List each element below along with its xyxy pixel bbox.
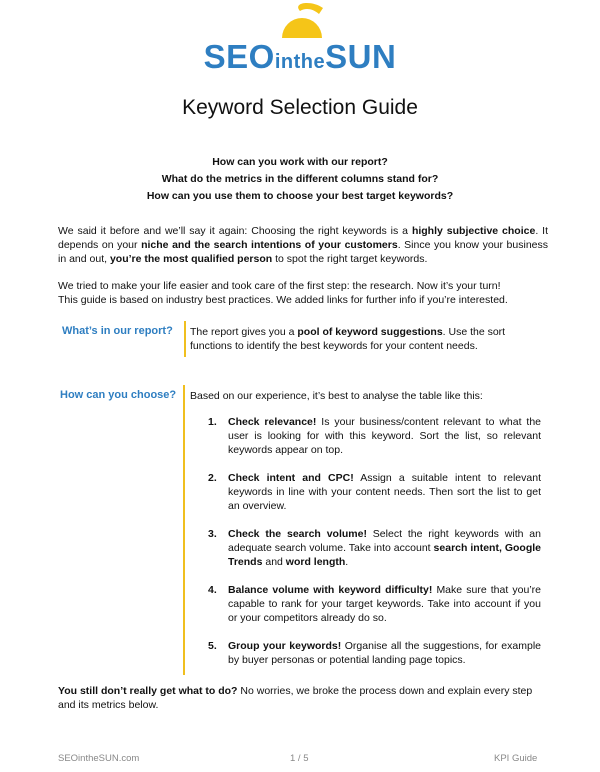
list-item: 1. Check relevance! Is your business/content relevant to what the user is looking for with this keyword. Sort the list, so relevant keywords appear on top. [208,416,541,456]
section-divider [183,385,185,675]
footer-page-number: 1 / 5 [290,753,309,764]
page-title: Keyword Selection Guide [182,96,418,119]
list-item: 5. Group your keywords! Organise all the suggestions, for example by buyer personas or potential landing page topics. [208,640,541,666]
list-item: 2. Check intent and CPC! Assign a suitable intent to relevant keywords in line with your content needs. Then sort the list to get an overview. [208,472,541,512]
intro-paragraph-1: We said it before and we’ll say it again: Choosing the right keywords is a highly subjective choice. It depends on your niche and the search intentions of your customers. Since you know your business in and out, you’re the most qualified person to spot the right target keywords. [58,225,548,265]
footer-site: SEOintheSUN.com [58,753,140,764]
section-divider [184,321,186,357]
report-section-text: The report gives you a pool of keyword suggestions. Use the sort functions to identify the best keywords for your content needs. [190,326,506,352]
list-item: 4. Balance volume with keyword difficulty! Make sure that you’re capable to rank for your target keywords. Take into account if you or your competitors already do so. [208,584,541,624]
question-2: What do the metrics in the different columns stand for? [161,173,439,185]
choose-section-label: How can you choose? [60,389,177,401]
footer-doc-title: KPI Guide [494,753,538,764]
list-item: 3. Check the search volume! Select the right keywords with an adequate search volume. Take into account search intent, Google Trends and word length. [208,528,541,568]
closing-paragraph: You still don’t really get what to do? No worries, we broke the process down and explain every step and its metrics below. [58,685,533,711]
steps-list [208,415,541,681]
question-1: How can you work with our report? [212,156,388,168]
logo [0,0,600,80]
logo-wordmark: SEOintheSUN [203,38,397,75]
intro-questions [0,154,600,205]
report-section-label: What’s in our report? [62,325,173,337]
question-3: How can you use them to choose your best target keywords? [146,190,454,202]
intro-paragraph-2: We tried to make your life easier and took care of the first step: the research. Now it’s your turn! This guide is based on industry best practices. We added links for further info if you’re interested. [58,280,508,306]
choose-section-lead: Based on our experience, it’s best to analyse the table like this: [190,390,483,402]
